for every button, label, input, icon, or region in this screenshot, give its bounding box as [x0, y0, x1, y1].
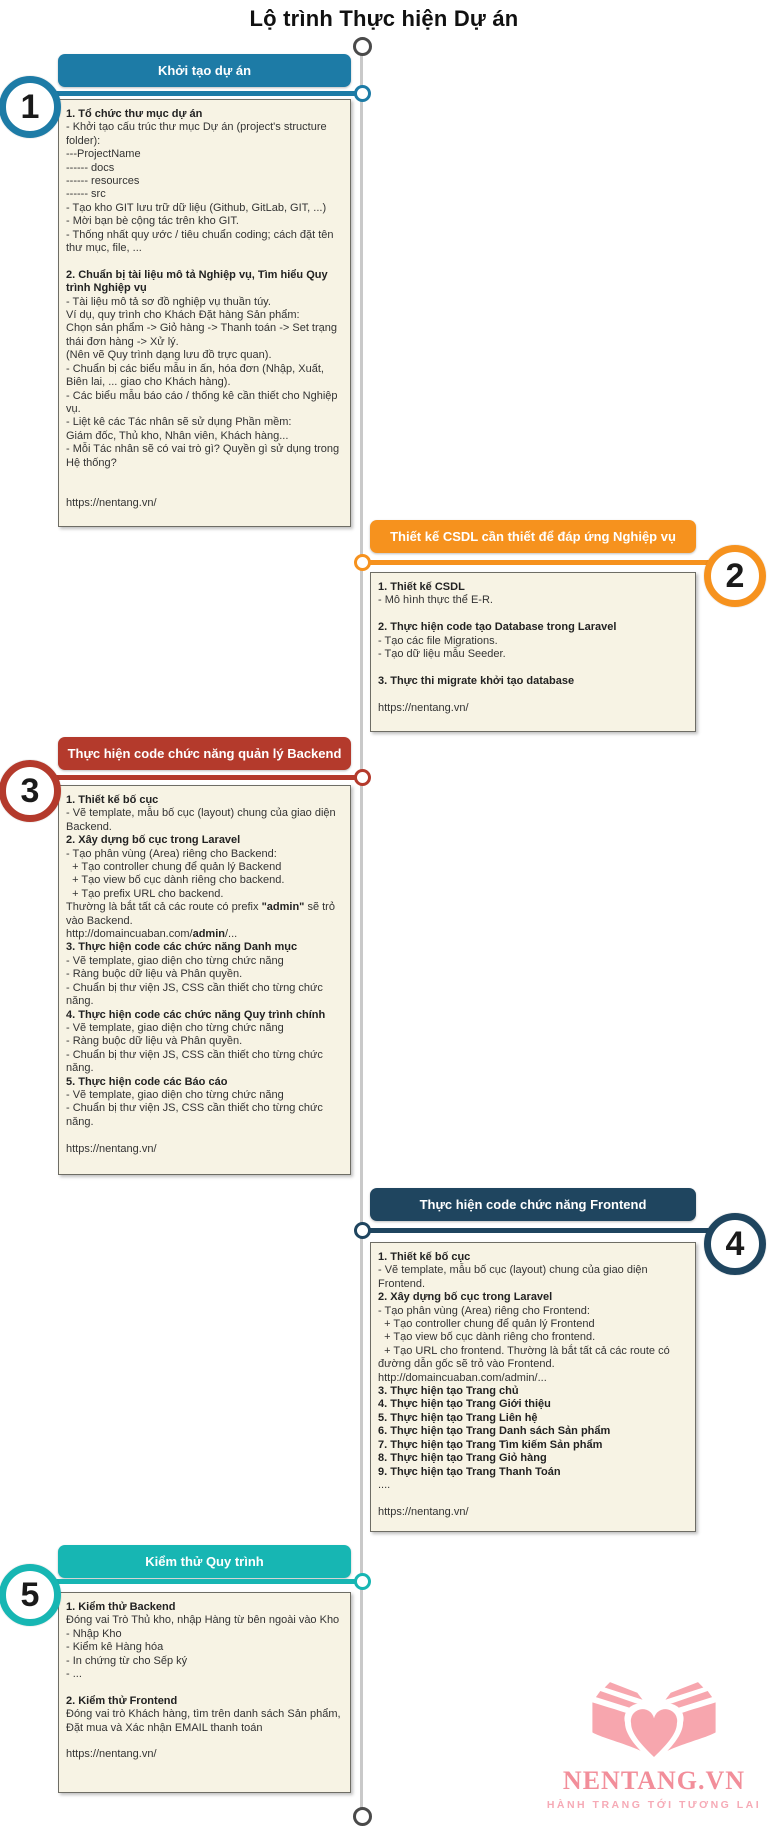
milestone-number-4: 4: [704, 1213, 766, 1275]
content-line: - ...: [66, 1668, 82, 1681]
content-line: ---ProjectName: [66, 148, 141, 161]
content-line: + Tạo view bố cục dành riêng cho frontend.: [378, 1331, 596, 1344]
logo-tagline: HÀNH TRANG TỚI TƯƠNG LAI: [546, 1799, 762, 1811]
milestone-connector: [30, 775, 362, 780]
content-line: 8. Thực hiện tạo Trang Giỏ hàng: [378, 1452, 547, 1465]
content-line: - Tạo dữ liệu mẫu Seeder.: [378, 648, 506, 661]
content-line: 2. Xây dựng bố cục trong Laravel: [378, 1291, 553, 1304]
content-line: Giám đốc, Thủ kho, Nhân viên, Khách hàng...: [66, 429, 289, 442]
content-line: - Vẽ template, giao diện cho từng chức năng: [66, 1021, 284, 1034]
content-line: - Tạo phân vùng (Area) riêng cho Frontend:: [378, 1304, 590, 1317]
content-line: 4. Thực hiện tạo Trang Giới thiệu: [378, 1398, 551, 1411]
content-line: + Tạo controller chung để quản lý Frontend: [378, 1318, 595, 1331]
content-line: + Tạo URL cho frontend. Thường là bắt tất cả các route có đường dẫn gốc sẽ trỏ vào Frontend.: [378, 1344, 673, 1371]
milestone-content-3: [58, 785, 351, 1175]
content-line: + Tạo controller chung để quản lý Backend: [66, 861, 282, 874]
logo-name: NENTANG.VN: [562, 1766, 746, 1795]
content-line: 9. Thực hiện tạo Trang Thanh Toán: [378, 1465, 561, 1478]
timeline-node: [354, 554, 371, 571]
content-line: http://domaincuaban.com/admin/...: [378, 1371, 547, 1384]
content-line: [66, 255, 343, 268]
content-line: ------ docs: [66, 161, 115, 174]
content-line: - Khởi tạo cấu trúc thư mục Dự án (project's structure folder):: [66, 121, 330, 147]
content-line: - Tạo kho GIT lưu trữ dữ liệu (Github, GitLab, GIT, ...): [66, 201, 327, 214]
content-line: ------ src: [66, 188, 106, 201]
content-line: - Chuẩn bị các biểu mẫu in ấn, hóa đơn (Nhập, Xuất, Biên lai, ... giao cho Khách hàng).: [66, 362, 327, 389]
content-line: Thường là bắt tất cả các route có prefix "admin" sẽ trỏ vào Backend.: [66, 901, 339, 927]
timeline-node: [354, 1573, 371, 1590]
content-line: (Nên vẽ Quy trình dạng lưu đồ trực quan).: [66, 349, 272, 362]
source-link[interactable]: https://nentang.vn/: [66, 496, 157, 509]
content-line: 3. Thực hiện code các chức năng Danh mục: [66, 941, 298, 954]
content-line: 1. Thiết kế bố cục: [378, 1251, 471, 1263]
source-link[interactable]: https://nentang.vn/: [66, 1748, 157, 1761]
milestone-header-1: Khởi tạo dự án: [58, 54, 351, 87]
timeline-node: [354, 769, 371, 786]
content-line: 2. Thực hiện code tạo Database trong Laravel: [378, 621, 617, 634]
content-line: [378, 688, 688, 701]
timeline-end-node: [353, 1807, 372, 1826]
content-line: Ví dụ, quy trình cho Khách Đặt hàng Sản phẩm:: [66, 309, 300, 322]
content-line: [66, 470, 343, 483]
content-line: 5. Thực hiện code các Báo cáo: [66, 1075, 228, 1088]
content-line: - Vẽ template, mẫu bố cục (layout) chung của giao diện Backend.: [66, 807, 339, 833]
content-line: [378, 608, 688, 621]
content-line: [378, 661, 688, 674]
milestone-number-5: 5: [0, 1564, 61, 1626]
milestone-number-3: 3: [0, 760, 61, 822]
milestone-connector: [30, 1579, 362, 1584]
content-line: - Chuẩn bị thư viện JS, CSS cần thiết cho từng chức năng.: [66, 1048, 326, 1075]
content-line: - Ràng buộc dữ liệu và Phân quyền.: [66, 1035, 243, 1048]
nentang-logo: [540, 1676, 768, 1811]
content-line: [66, 483, 343, 496]
source-link[interactable]: https://nentang.vn/: [378, 1505, 469, 1518]
milestone-content-1: [58, 99, 351, 527]
source-link[interactable]: https://nentang.vn/: [378, 701, 469, 714]
content-line: 6. Thực hiện tạo Trang Danh sách Sản phẩm: [378, 1425, 611, 1438]
content-line: - Vẽ template, giao diện cho từng chức năng: [66, 954, 284, 967]
timeline-start-node: [353, 37, 372, 56]
content-line: Chọn sản phẩm -> Giỏ hàng -> Thanh toán -> Set trạng thái đơn hàng -> Xử lý.: [66, 322, 341, 348]
source-link[interactable]: https://nentang.vn/: [66, 1142, 157, 1155]
content-line: 7. Thực hiện tạo Trang Tìm kiếm Sản phẩm: [378, 1438, 603, 1451]
content-line: 5. Thực hiện tạo Trang Liên hệ: [378, 1411, 538, 1424]
timeline-node: [354, 85, 371, 102]
milestone-header-5: Kiểm thử Quy trình: [58, 1545, 351, 1578]
content-line: ....: [378, 1478, 391, 1491]
content-line: Đóng vai Trò Thủ kho, nhập Hàng từ bên ngoài vào Kho: [66, 1614, 340, 1627]
content-line: Đóng vai trò Khách hàng, tìm trên danh sách Sản phẩm, Đặt mua và Xác nhận EMAIL thanh toán: [66, 1708, 344, 1734]
content-line: - Vẽ template, mẫu bố cục (layout) chung của giao diện Frontend.: [378, 1264, 651, 1290]
content-line: - Tạo các file Migrations.: [378, 634, 498, 647]
content-line: http://domaincuaban.com/admin/...: [66, 928, 238, 941]
milestone-connector: [362, 560, 735, 565]
content-line: 3. Thực hiện tạo Trang chủ: [378, 1385, 519, 1398]
content-line: [66, 1735, 343, 1748]
content-line: - Mời bạn bè cộng tác trên kho GIT.: [66, 215, 239, 228]
milestone-header-3: Thực hiện code chức năng quản lý Backend: [58, 737, 351, 770]
content-line: [378, 1492, 688, 1505]
milestone-header-4: Thực hiện code chức năng Frontend: [370, 1188, 696, 1221]
content-line: 4. Thực hiện code các chức năng Quy trình chính: [66, 1008, 326, 1021]
content-line: [66, 1129, 343, 1142]
page-title: Lộ trình Thực hiện Dự án: [249, 6, 519, 31]
content-line: - Ràng buộc dữ liệu và Phân quyền.: [66, 968, 243, 981]
content-line: 3. Thực thi migrate khởi tạo database: [378, 674, 575, 687]
milestone-number-1: 1: [0, 76, 61, 138]
content-line: + Tạo view bố cục dành riêng cho backend.: [66, 874, 285, 887]
content-line: - Thống nhất quy ước / tiêu chuẩn coding; cách đặt tên thư mục, file, ...: [66, 228, 337, 255]
content-line: - Các biểu mẫu báo cáo / thống kê cần thiết cho Nghiệp vụ.: [66, 389, 341, 415]
content-line: - Mô hình thực thể E-R.: [378, 594, 493, 607]
milestone-connector: [30, 91, 362, 96]
content-line: - Liệt kê các Tác nhân sẽ sử dụng Phần mềm:: [66, 416, 292, 429]
content-line: - In chứng từ cho Sếp ký: [66, 1654, 188, 1667]
content-line: - Chuẩn bị thư viện JS, CSS cần thiết cho từng chức năng.: [66, 981, 326, 1008]
content-line: ------ resources: [66, 175, 140, 188]
content-line: 1. Kiểm thử Backend: [66, 1601, 176, 1613]
content-line: - Chuẩn bị thư viện JS, CSS cần thiết cho từng chức năng.: [66, 1102, 326, 1128]
timeline-node: [354, 1222, 371, 1239]
content-line: 2. Xây dựng bố cục trong Laravel: [66, 834, 241, 847]
content-line: 1. Thiết kế CSDL: [378, 581, 465, 593]
timeline-line: [360, 46, 363, 1816]
book-heart-icon: [540, 1676, 768, 1764]
content-line: - Tạo phân vùng (Area) riêng cho Backend:: [66, 847, 277, 860]
content-line: - Mỗi Tác nhân sẽ có vai trò gì? Quyền gì sử dụng trong Hệ thống?: [66, 443, 343, 469]
milestone-number-2: 2: [704, 545, 766, 607]
content-line: 2. Chuẩn bị tài liệu mô tả Nghiệp vụ, Tìm hiểu Quy trình Nghiệp vụ: [66, 268, 331, 295]
milestone-content-4: [370, 1242, 696, 1532]
content-line: - Tài liệu mô tả sơ đồ nghiệp vụ thuần túy.: [66, 295, 271, 308]
content-line: [66, 1681, 343, 1694]
milestone-connector: [362, 1228, 735, 1233]
content-line: + Tạo prefix URL cho backend.: [66, 887, 224, 900]
milestone-content-2: [370, 572, 696, 732]
content-line: 1. Thiết kế bố cục: [66, 794, 159, 806]
content-line: - Kiểm kê Hàng hóa: [66, 1641, 164, 1654]
content-line: - Vẽ template, giao diện cho từng chức năng: [66, 1088, 284, 1101]
content-line: 2. Kiểm thử Frontend: [66, 1694, 178, 1707]
milestone-header-2: Thiết kế CSDL cần thiết để đáp ứng Nghiệp vụ: [370, 520, 696, 553]
milestone-content-5: [58, 1592, 351, 1793]
content-line: 1. Tổ chức thư mục dự án: [66, 108, 203, 120]
content-line: - Nhập Kho: [66, 1627, 122, 1640]
